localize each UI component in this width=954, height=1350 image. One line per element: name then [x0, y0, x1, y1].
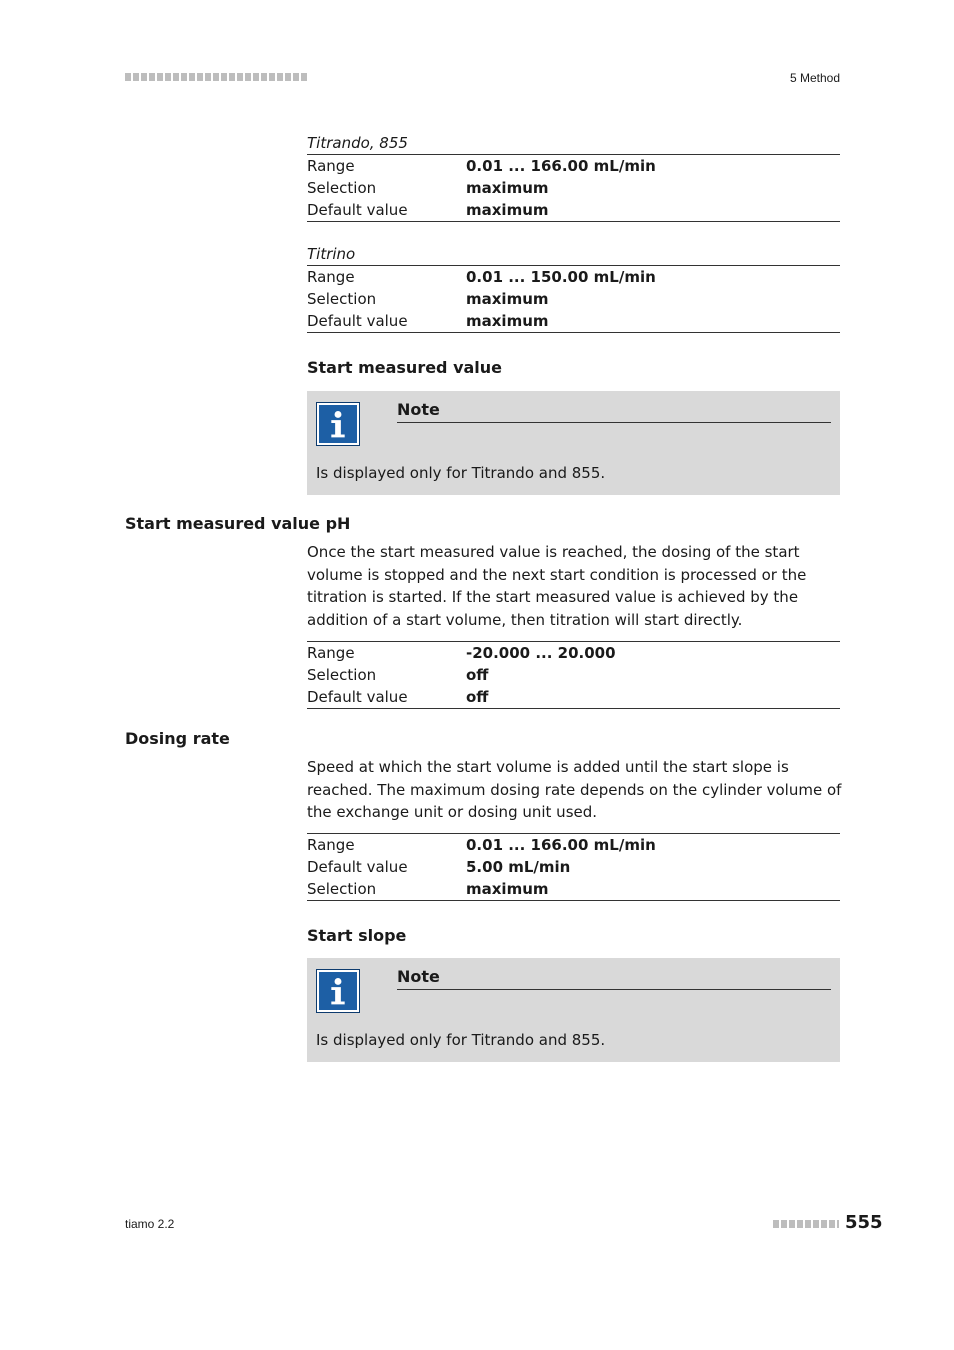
row-key: Range [307, 836, 355, 854]
table-end-rule [307, 332, 840, 333]
table-caption: Titrino [307, 243, 840, 266]
note-title: Note [397, 967, 440, 986]
row-value: maximum [466, 312, 549, 330]
table-titrino [307, 243, 840, 333]
table-row [307, 856, 840, 878]
row-value: 0.01 ... 166.00 mL/min [466, 836, 656, 854]
row-value: maximum [466, 201, 549, 219]
paragraph: Once the start measured value is reached, the dosing of the start volume is stopped and the next start condition is processed or the titration is started. If the start measured value is achieved by the addition of a start volume, then titration will start directly. [307, 543, 807, 629]
page-number: 555 [845, 1212, 883, 1233]
row-value: -20.000 ... 20.000 [466, 644, 616, 662]
row-key: Range [307, 268, 355, 286]
table-row [307, 199, 840, 221]
note-text: Is displayed only for Titrando and 855. [316, 464, 606, 482]
table-caption: Titrando, 855 [307, 132, 840, 155]
row-key: Default value [307, 312, 408, 330]
row-key: Range [307, 644, 355, 662]
table-end-rule [307, 900, 840, 901]
table-titrando [307, 132, 840, 222]
table-row [307, 288, 840, 310]
row-value: 0.01 ... 166.00 mL/min [466, 157, 656, 175]
row-value: 5.00 mL/min [466, 858, 571, 876]
table-row [307, 878, 840, 900]
footer-decoration [773, 1220, 839, 1228]
info-icon [316, 402, 360, 446]
row-value: maximum [466, 290, 549, 308]
table-row [307, 664, 840, 686]
heading-start-measured-value-ph: Start measured value pH [125, 514, 351, 533]
table-row [307, 177, 840, 199]
header-decoration [125, 73, 307, 81]
note-rule [397, 422, 831, 423]
heading-dosing-rate: Dosing rate [125, 729, 230, 748]
heading-start-slope: Start slope [307, 926, 407, 945]
row-key: Selection [307, 179, 377, 197]
row-value: maximum [466, 179, 549, 197]
heading-start-measured-value: Start measured value [307, 358, 503, 377]
header-section: 5 Method [789, 71, 840, 85]
row-value: maximum [466, 880, 549, 898]
table-end-rule [307, 221, 840, 222]
row-key: Range [307, 157, 355, 175]
note-box [307, 391, 840, 495]
row-value: off [466, 666, 489, 684]
table-row [307, 266, 840, 288]
paragraph: Speed at which the start volume is added until the start slope is reached. The maximum dosing rate depends on the cylinder volume of the exchange unit or dosing unit used. [307, 758, 842, 821]
table-dosing-rate [307, 833, 840, 901]
table-start-measured-value-ph [307, 641, 840, 709]
row-key: Selection [307, 666, 377, 684]
row-key: Selection [307, 290, 377, 308]
table-end-rule [307, 708, 840, 709]
info-icon [316, 969, 360, 1013]
table-row [307, 310, 840, 332]
note-title: Note [397, 400, 440, 419]
row-key: Default value [307, 201, 408, 219]
row-key: Selection [307, 880, 377, 898]
row-value: 0.01 ... 150.00 mL/min [466, 268, 656, 286]
note-text: Is displayed only for Titrando and 855. [316, 1031, 606, 1049]
row-key: Default value [307, 858, 408, 876]
table-row [307, 686, 840, 708]
note-box [307, 958, 840, 1062]
table-row [307, 642, 840, 664]
row-value: off [466, 688, 489, 706]
table-row [307, 155, 840, 177]
note-rule [397, 989, 831, 990]
footer-product: tiamo 2.2 [125, 1217, 175, 1231]
table-row [307, 834, 840, 856]
row-key: Default value [307, 688, 408, 706]
